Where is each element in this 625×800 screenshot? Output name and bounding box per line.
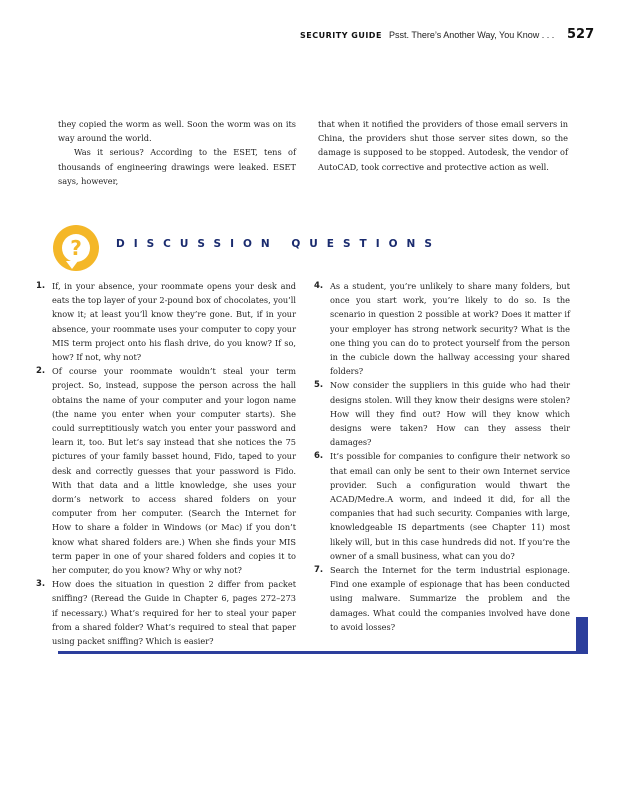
question-number: 3. xyxy=(36,579,46,590)
section-end-marker xyxy=(576,617,588,654)
question-item xyxy=(314,563,570,634)
guide-label: SECURITY GUIDE xyxy=(300,31,382,40)
question-mark-icon xyxy=(53,225,99,271)
guide-subtitle: Psst. There’s Another Way, You Know . . . xyxy=(389,30,555,40)
question-text: It’s possible for companies to configure their network so that email can only be sent to their own Internet service provider. Such a configuration would thwart the ACAD/Medre.A worm, and indeed it did, for all the companies that had such security. Companies with large, knowledgeable IS departments (see Chapter 11) most likely will, but in this case hundreds did not. If you’re the owner of a small business, what can you do? xyxy=(330,451,570,561)
section-end-rule xyxy=(58,651,588,654)
question-number: 4. xyxy=(314,281,324,291)
question-text: Of course your roommate wouldn’t steal your term project. So, instead, suppose the person across the hall obtains the name of your computer and your logon name (the name you enter when your computer starts). She could surreptitiously watch you enter your password and learn it, too. But let’s say instead that she notices the 75 pictures of your family basset hound, Fido, taped to your desk and correctly guesses that your password is Fido. With that data and a little knowledge, she uses your dorm’s network to access shared folders on your computer from her computer. (Search the Internet for How to share a folder in Windows (or Mac) if you don’t know what shared folders are.) When she finds your MIS term paper in one of your shared folders and copies it to her computer, do you know? Why or why not? xyxy=(52,366,296,576)
question-number: 6. xyxy=(314,451,324,462)
question-item xyxy=(314,279,570,378)
section-title: DISCUSSION QUESTIONS xyxy=(116,238,441,250)
questions-right-column xyxy=(314,279,570,634)
question-text: If, in your absence, your roommate opens your desk and eats the top layer of your 2-pound box of chocolates, you’ll know it; at least you’ll know they’re gone. But, if in your absence, your roommate uses your computer to copy your MIS term project onto his flash drive, do you know? If so, how? If not, why not? xyxy=(52,281,296,363)
question-number: 2. xyxy=(36,366,46,377)
question-number: 1. xyxy=(36,281,46,291)
question-item xyxy=(314,449,570,563)
speech-tail xyxy=(66,261,78,269)
running-header xyxy=(0,27,625,47)
questions-left-column xyxy=(36,279,296,648)
intro-paragraph: Was it serious? According to the ESET, tens of thousands of engineering drawings were leaked. ESET says, however, xyxy=(58,147,296,186)
intro-left-column xyxy=(58,117,296,188)
question-glyph: ? xyxy=(62,234,90,262)
intro-paragraph: that when it notified the providers of those email servers in China, the providers shut those server sites down, so the damage is supposed to be stopped. Autodesk, the vendor of AutoCAD, took corrective and protective action as well. xyxy=(318,119,568,172)
question-item xyxy=(36,577,296,648)
question-item xyxy=(36,279,296,364)
question-text: Now consider the suppliers in this guide who had their designs stolen. Will they know their designs were stolen? How will they find out? How will they know which designs were taken? How can they assess their damages? xyxy=(330,380,570,448)
question-text: Search the Internet for the term industrial espionage. Find one example of espionage that has been conducted using malware. Summarize the problem and the damages. What could the companies involved have done to avoid losses? xyxy=(330,565,570,632)
question-number: 5. xyxy=(314,380,324,391)
question-text: How does the situation in question 2 differ from packet sniffing? (Reread the Guide in Chapter 6, pages 272–273 if necessary.) What’s required for her to steal your paper from a shared folder? What’s required to steal that paper using packet sniffing? Which is easier? xyxy=(52,579,296,647)
intro-paragraph: they copied the worm as well. Soon the worm was on its way around the world. xyxy=(58,119,296,144)
question-item xyxy=(314,378,570,449)
page-number: 527 xyxy=(567,27,595,42)
intro-right-column xyxy=(318,117,568,174)
question-item xyxy=(36,364,296,577)
question-text: As a student, you’re unlikely to share many folders, but once you start work, you’re likely to do so. Is the scenario in question 2 possible at work? Does it matter if your employer has strong network security? What is the one thing you can do to protect yourself from the person in the cubicle down the hallway accessing your shared folders? xyxy=(330,281,570,377)
question-number: 7. xyxy=(314,565,324,576)
